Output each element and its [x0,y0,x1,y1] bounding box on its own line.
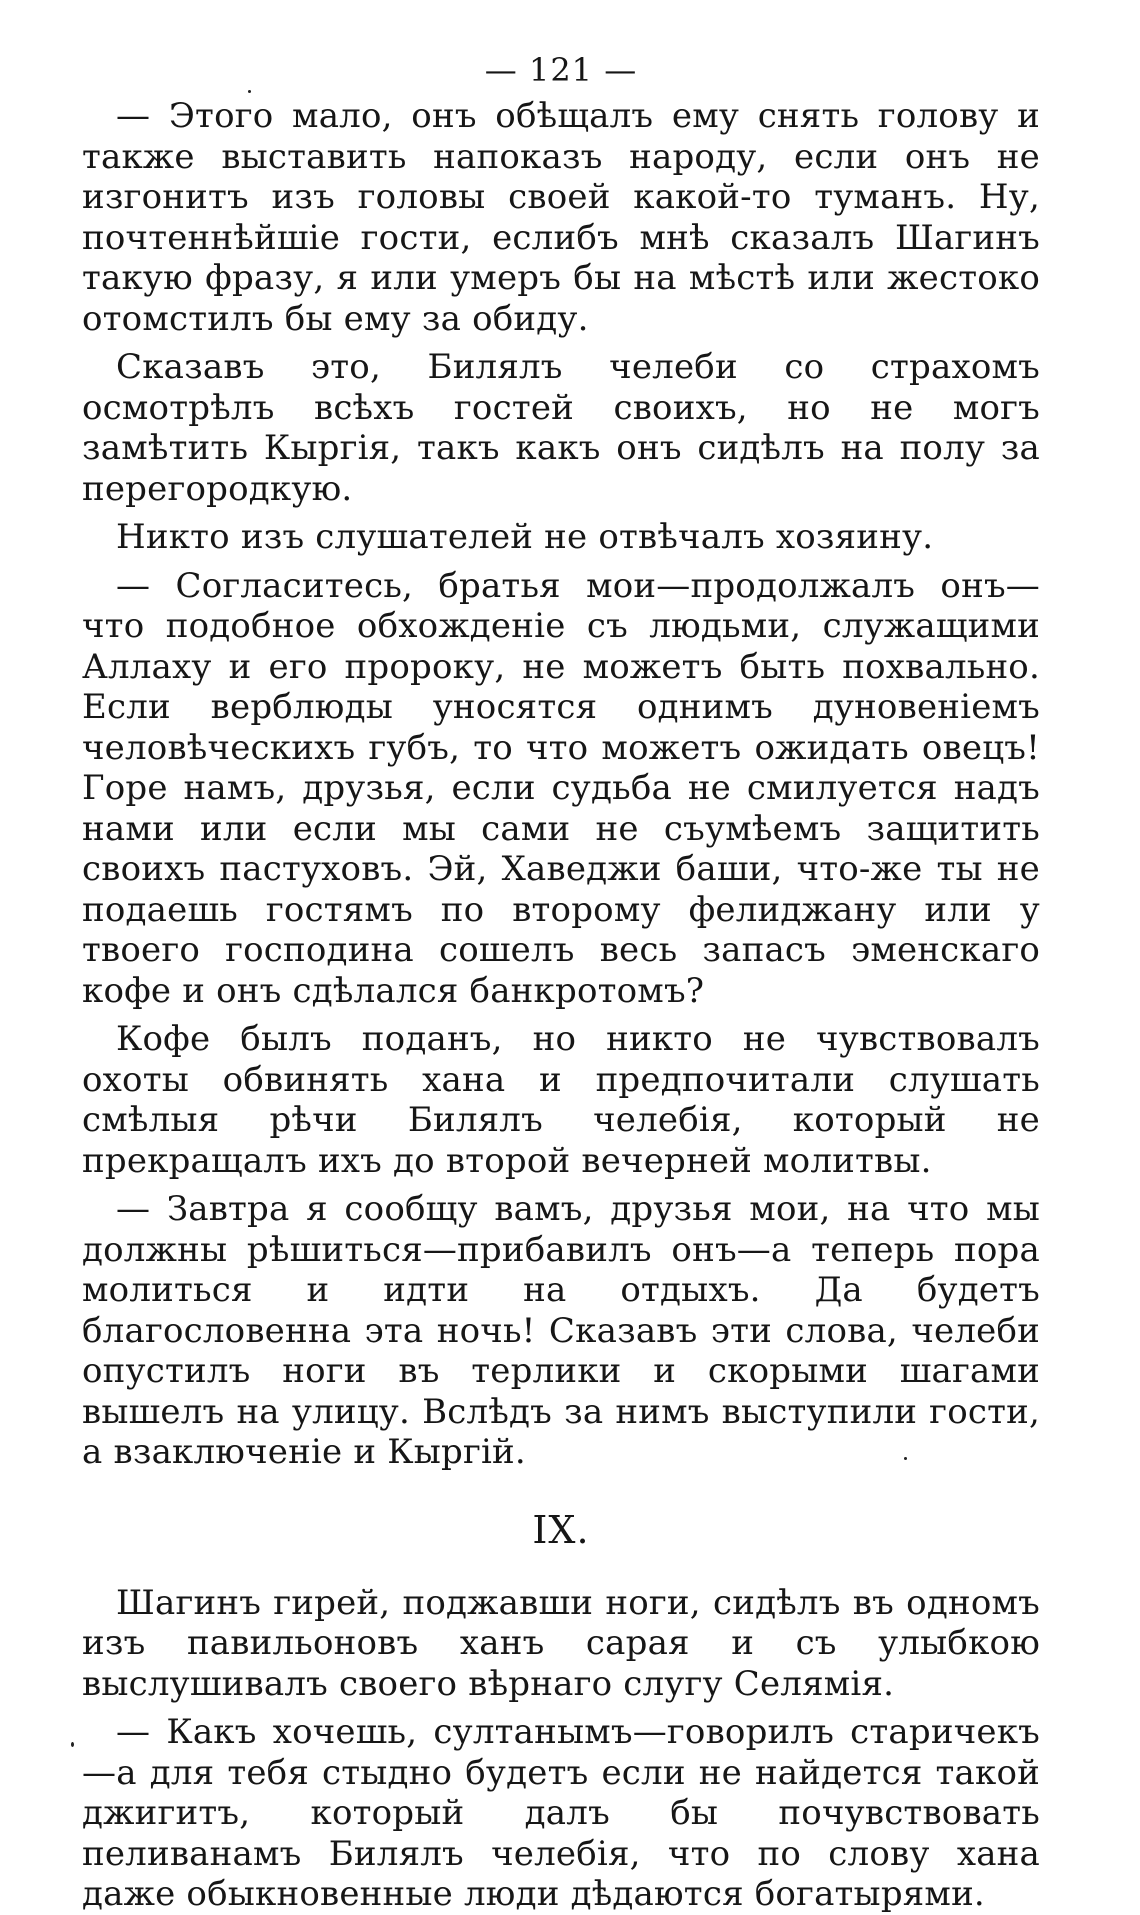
paragraph: — Этого мало, онъ обѣщалъ ему снять голову и также выставить напоказъ народу, если онъ не изгонитъ изъ головы своей какой-то туманъ. Ну, почтеннѣйшіе гости, еслибъ мнѣ сказалъ Шагинъ такую фразу, я или умеръ бы на мѣстѣ или жестоко отомстилъ бы ему за обиду. [82,96,1040,339]
print-speck [904,1457,907,1460]
paragraph: Шагинъ гирей, поджавши ноги, сидѣлъ въ одномъ изъ павильоновъ ханъ сарая и съ улыбкою выслушивалъ своего вѣрнаго слугу Селямія. [82,1582,1040,1704]
paragraph: Кофе былъ поданъ, но никто не чувствовалъ охоты обвинять хана и предпочитали слушать смѣлыя рѣчи Билялъ челебія, который не прекращалъ ихъ до второй вечерней молитвы. [82,1019,1040,1181]
paragraph: — Согласитесь, братья мои—продолжалъ онъ—что подобное обхожденіе съ людьми, служащими Аллаху и его пророку, не можетъ быть похвально. Если верблюды уносятся однимъ дуновеніемъ человѣческихъ губъ, то что можетъ ожидать овецъ! Горе намъ, друзья, если судьба не смилуется надъ нами или если мы сами не съумѣемъ защитить своихъ пастуховъ. Эй, Хаведжи баши, что-же ты не подаешь гостямъ по второму фелиджану или у твоего господина сошелъ весь запасъ эменскаго кофе и онъ сдѣлался банкротомъ? [82,565,1040,1011]
page-number: — 121 — [484,51,638,89]
paragraph: — Завтра я сообщу вамъ, друзья мои, на что мы должны рѣшиться—прибавилъ онъ—а теперь пора молиться и идти на отдыхъ. Да будетъ благословенна эта ночь! Сказавъ эти слова, челеби опустилъ ноги въ терлики и скорыми шагами вышелъ на улицу. Вслѣдъ за нимъ выступили гости, а взаключеніе и Кыргій. [82,1189,1040,1472]
paragraph: Никто изъ слушателей не отвѣчалъ хозяину. [116,517,934,557]
chapter-heading: IX. [532,1507,590,1552]
paragraph: — Какъ хочешь, султанымъ—говорилъ старичекъ—а для тебя стыдно будетъ если не найдется такой джигитъ, который далъ бы почувствовать пеливанамъ Билялъ челебія, что по слову хана даже обыкновенные люди дѣдаются богатырями. [82,1712,1040,1914]
print-speck [71,1742,74,1747]
print-speck [248,90,251,93]
paragraph: Сказавъ это, Билялъ челеби со страхомъ осмотрѣлъ всѣхъ гостей своихъ, но не могъ замѣтить Кыргія, такъ какъ онъ сидѣлъ на полу за перегородкую. [82,347,1040,509]
book-page [82,48,1040,1914]
